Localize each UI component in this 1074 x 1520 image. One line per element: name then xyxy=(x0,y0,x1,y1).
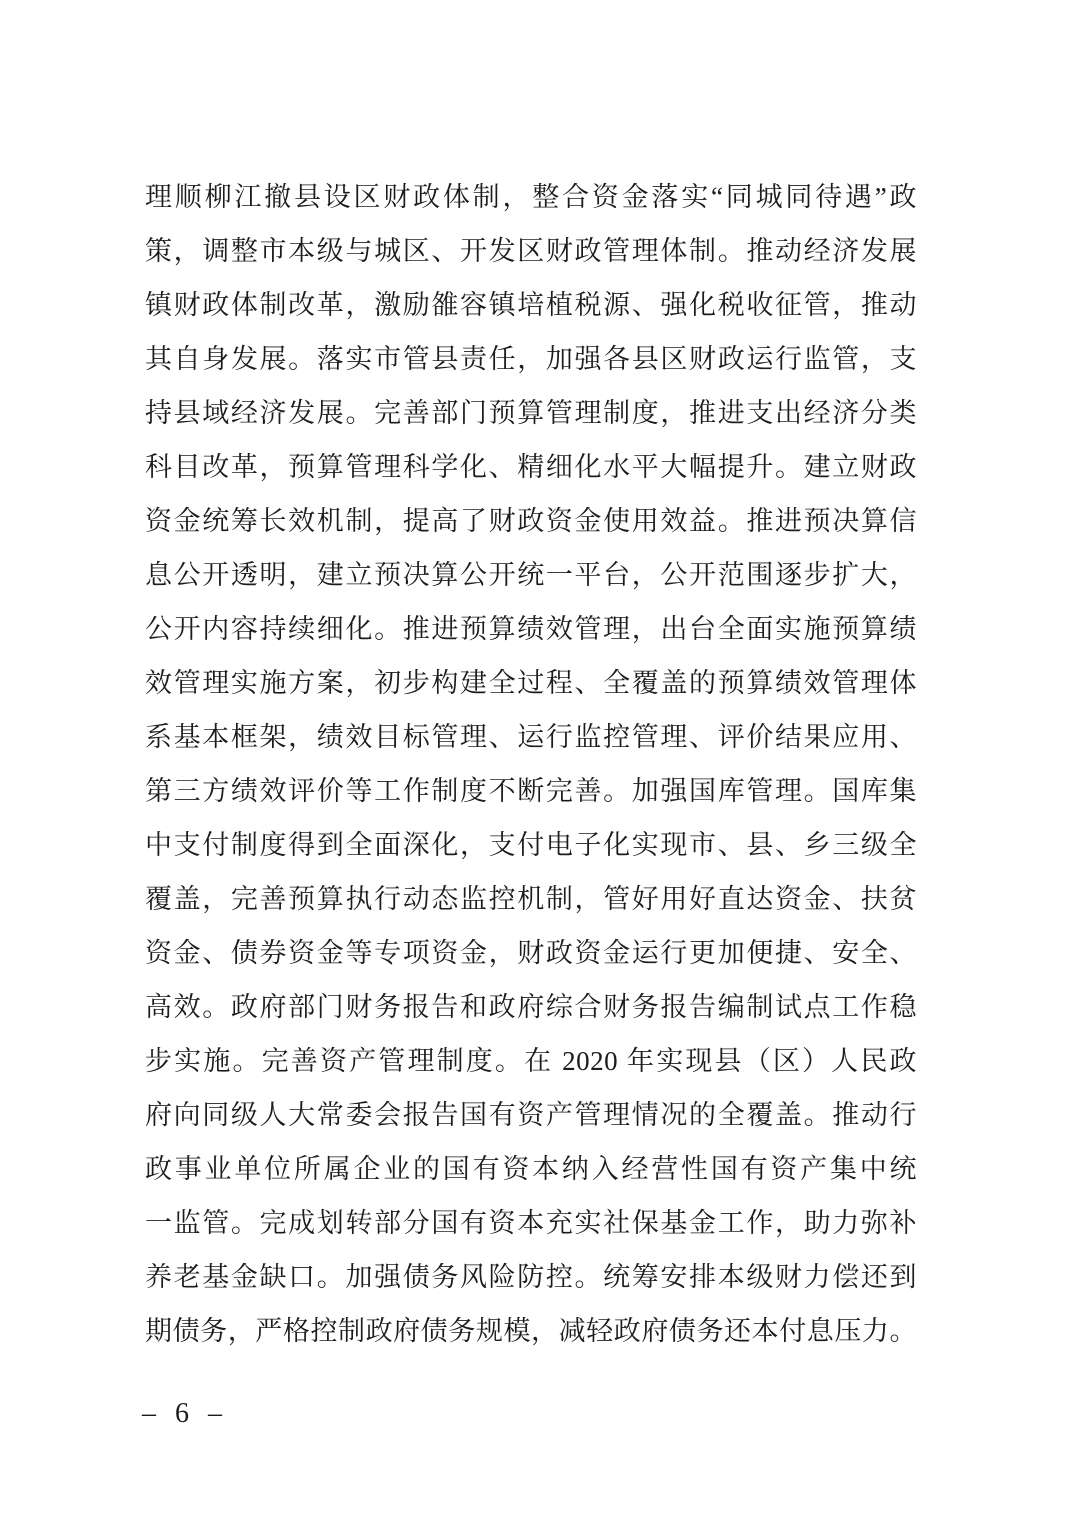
text-line: 第三方绩效评价等工作制度不断完善。加强国库管理。国库集 xyxy=(145,776,917,806)
text-line: 公开内容持续细化。推进预算绩效管理，出台全面实施预算绩 xyxy=(145,614,917,644)
text-line: 资金、债券资金等专项资金，财政资金运行更加便捷、安全、 xyxy=(145,938,917,968)
text-line: 理顺柳江撤县设区财政体制，整合资金落实“同城同待遇”政 xyxy=(145,182,917,212)
text-line: 镇财政体制改革，激励雒容镇培植税源、强化税收征管，推动 xyxy=(145,290,917,320)
body-text xyxy=(145,170,917,1358)
text-line: 中支付制度得到全面深化，支付电子化实现市、县、乡三级全 xyxy=(145,830,917,860)
text-line: 资金统筹长效机制，提高了财政资金使用效益。推进预决算信 xyxy=(145,506,917,536)
text-line: 步实施。完善资产管理制度。在 2020 年实现县（区）人民政 xyxy=(145,1046,917,1076)
text-line: 系基本框架，绩效目标管理、运行监控管理、评价结果应用、 xyxy=(145,722,917,752)
text-line: 府向同级人大常委会报告国有资产管理情况的全覆盖。推动行 xyxy=(145,1100,917,1130)
text-line: 高效。政府部门财务报告和政府综合财务报告编制试点工作稳 xyxy=(145,992,917,1022)
text-line: 政事业单位所属企业的国有资本纳入经营性国有资产集中统 xyxy=(145,1154,917,1184)
text-line: 策，调整市本级与城区、开发区财政管理体制。推动经济发展 xyxy=(145,236,917,266)
page-number: – 6 – xyxy=(142,1398,228,1429)
text-line: 持县域经济发展。完善部门预算管理制度，推进支出经济分类 xyxy=(145,398,917,428)
text-line: 其自身发展。落实市管县责任，加强各县区财政运行监管，支 xyxy=(145,344,917,374)
text-line: 覆盖，完善预算执行动态监控机制，管好用好直达资金、扶贫 xyxy=(145,884,917,914)
text-line: 科目改革，预算管理科学化、精细化水平大幅提升。建立财政 xyxy=(145,452,917,482)
text-line: 效管理实施方案，初步构建全过程、全覆盖的预算绩效管理体 xyxy=(145,668,917,698)
text-line: 息公开透明，建立预决算公开统一平台，公开范围逐步扩大， xyxy=(145,560,917,590)
text-line: 一监管。完成划转部分国有资本充实社保基金工作，助力弥补 xyxy=(145,1208,917,1238)
text-line: 养老基金缺口。加强债务风险防控。统筹安排本级财力偿还到 xyxy=(145,1262,917,1292)
text-line: 期债务，严格控制政府债务规模，减轻政府债务还本付息压力。 xyxy=(145,1316,917,1346)
